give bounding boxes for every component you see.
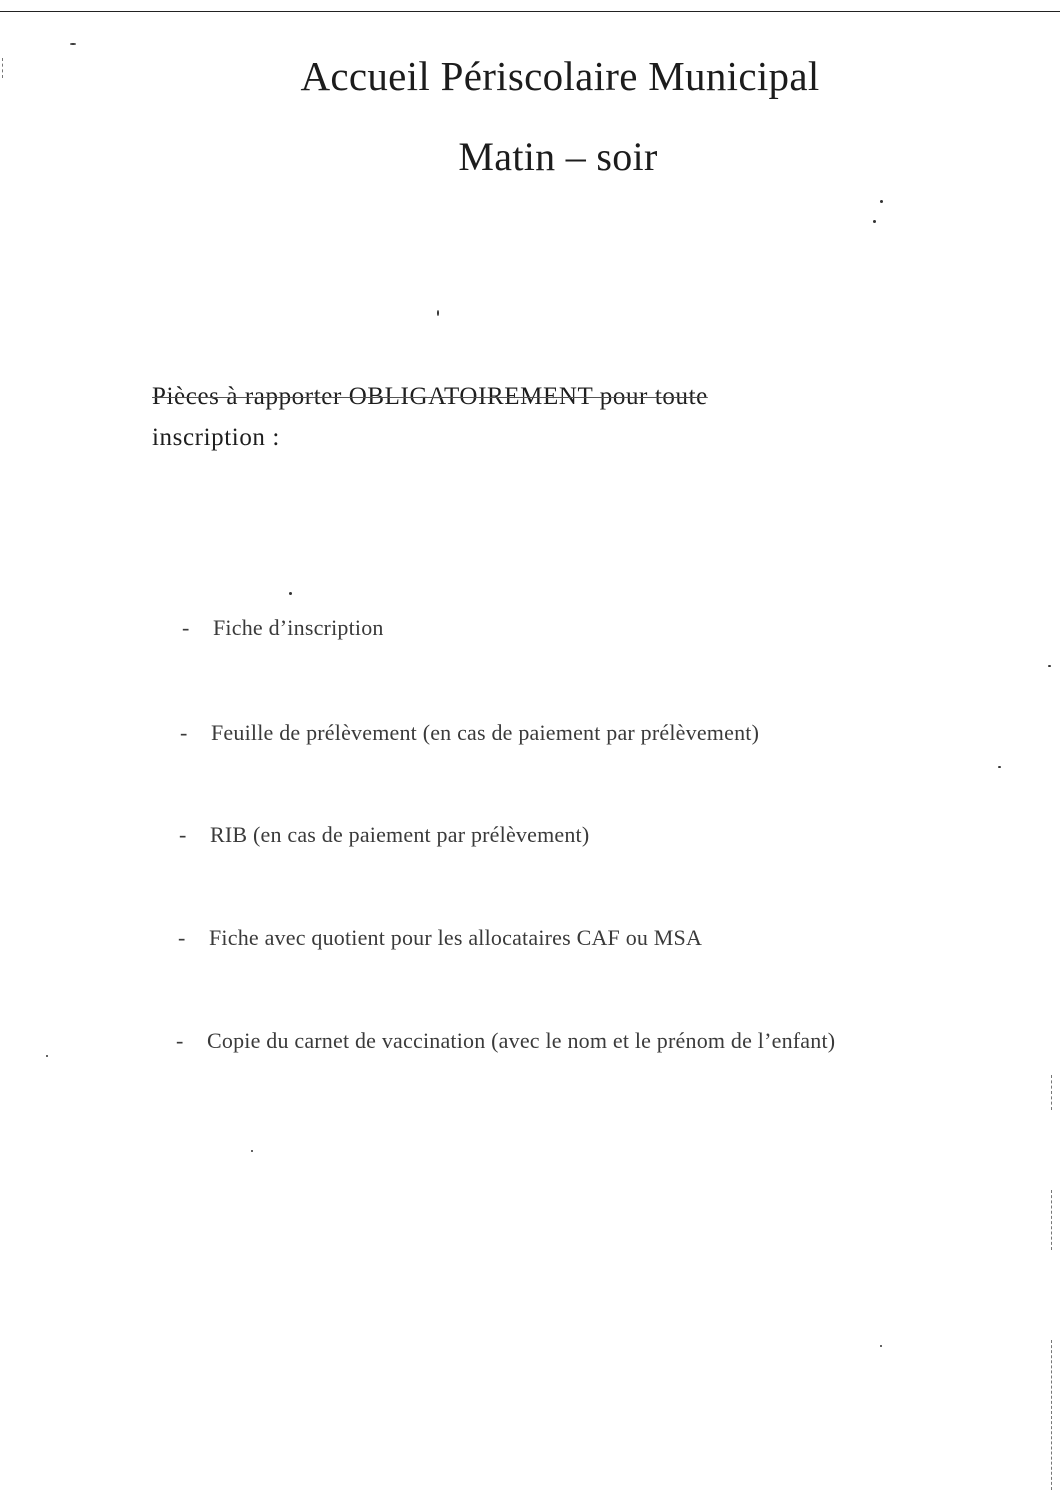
scan-speck: [1048, 665, 1051, 667]
list-item: [182, 615, 384, 641]
scan-speck: [437, 310, 439, 316]
scan-speck: [873, 220, 876, 223]
right-edge-mark: [1051, 1340, 1052, 1490]
intro-line-2: inscription :: [152, 424, 280, 451]
bullet-dash: -: [178, 925, 186, 950]
list-item-label: Copie du carnet de vaccination (avec le nom et le prénom de l’enfant): [207, 1028, 836, 1053]
scan-speck: [289, 592, 292, 595]
list-item: [178, 925, 702, 951]
list-item-label: Fiche avec quotient pour les allocataires CAF ou MSA: [209, 925, 703, 950]
scan-speck: [70, 43, 76, 45]
top-border-line: [0, 11, 1060, 12]
list-item: [180, 720, 759, 746]
bullet-dash: -: [179, 822, 187, 847]
right-edge-mark: [1051, 1075, 1052, 1110]
list-item-label: RIB (en cas de paiement par prélèvement): [210, 822, 590, 847]
scan-speck: [251, 1150, 253, 1152]
scan-speck: [46, 1055, 48, 1057]
list-item: [179, 822, 589, 848]
bullet-dash: -: [182, 615, 190, 640]
intro-line-1: Pièces à rapporter OBLIGATOIREMENT pour toute: [152, 383, 708, 410]
right-edge-mark: [1051, 1190, 1052, 1250]
page-title: Accueil Périscolaire Municipal: [300, 53, 820, 99]
scan-speck: [880, 1345, 882, 1347]
intro-text: [152, 376, 852, 458]
page-subtitle: Matin – soir: [458, 134, 658, 179]
scan-speck: [998, 766, 1001, 768]
bullet-dash: -: [180, 720, 188, 745]
list-item-label: Fiche d’inscription: [213, 615, 384, 640]
list-item-label: Feuille de prélèvement (en cas de paiement par prélèvement): [211, 720, 760, 745]
scan-speck: [880, 200, 883, 203]
bullet-dash: -: [176, 1028, 184, 1053]
list-item: [176, 1028, 835, 1054]
